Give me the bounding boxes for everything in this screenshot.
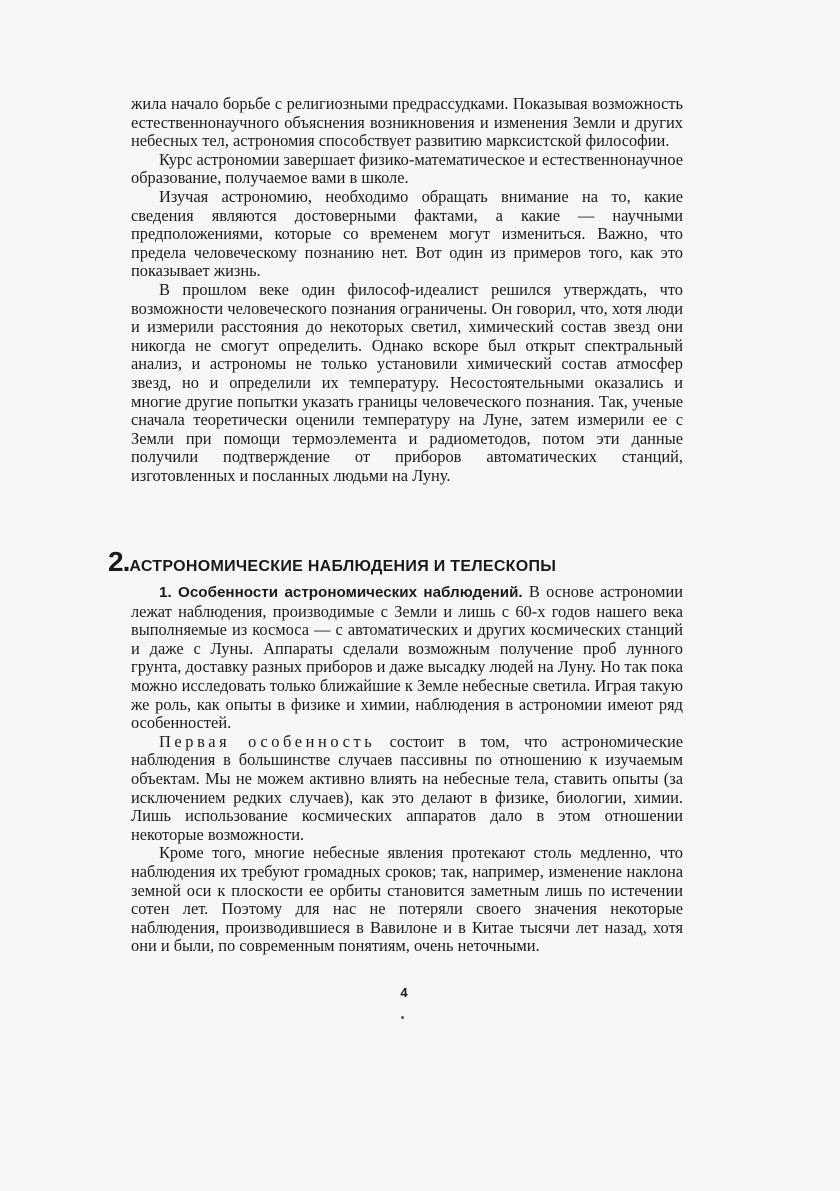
intro-paragraph-1: жила начало борьбе с религиозными предрассудками. Показывая возможность естественнонаучного объяснения возникновения и изменения Земли и других небесных тел, астрономия способствует развитию марксистской философии.: [131, 94, 683, 151]
section-text: [131, 583, 683, 956]
section-paragraph-2-text: состоит в том, что астрономические наблюдения в большинстве случаев пассивны по отношению к изучаемым объектам. Мы не можем активно влиять на небесные тела, ставить опыты (за исключением редких случаев), как это делают в физике, биологии, химии. Лишь использование космических аппаратов дало в этом отношении некоторые возможности.: [131, 731, 683, 844]
intro-text: [131, 95, 683, 485]
section-title: АСТРОНОМИЧЕСКИЕ НАБЛЮДЕНИЯ И ТЕЛЕСКОПЫ: [129, 558, 557, 575]
print-speck: [401, 1016, 404, 1019]
section-heading: [108, 546, 708, 576]
section-paragraph-2: [131, 733, 683, 845]
spaced-emphasis: Первая особенность: [159, 731, 376, 751]
section-paragraph-3: Кроме того, многие небесные явления протекают столь медленно, что наблюдения их требуют громадных сроков; так, например, изменение наклона земной оси к плоскости ее орбиты становится заметным лишь по истечении сотен лет. Поэтому для нас не потеряли своего значения некоторые наблюдения, производившиеся в Вавилоне и в Китае тысячи лет назад, хотя они и были, по современным понятиям, очень неточными.: [131, 843, 683, 956]
intro-paragraph-4: В прошлом веке один философ-идеалист решился утверждать, что возможности человеческого познания ограничены. Он говорил, что, хотя люди и измерили расстояния до некоторых светил, химический состав звезд они никогда не смогут определить. Однако вскоре был открыт спектральный анализ, и астрономы не только установили химический состав атмосфер звезд, но и определили их температуру. Несостоятельными оказались и многие другие попытки указать границы человеческого познания. Так, ученые сначала теоретически оценили температуру на Луне, затем измерили ее с Земли при помощи термоэлемента и радиометодов, потом эти данные получили подтверждение от приборов автоматических станций, изготовленных и посланных людьми на Луну.: [131, 279, 683, 485]
section-number: 2.: [108, 546, 130, 577]
intro-paragraph-2: Курс астрономии завершает физико-математическое и естественнонаучное образование, получаемое вами в школе.: [131, 149, 683, 188]
section-paragraph-1-text: В основе астрономии лежат наблюдения, производимые с Земли и лишь с 60-х годов нашего века выполняемые из космоса — с автоматических и других космических станций и даже с Луны. Аппараты сделали возможным получение проб лунного грунта, доставку разных приборов и даже высадку людей на Луну. Но так пока можно исследовать только ближайшие к Земле небесные светила. Играя такую же роль, как опыты в физике и химии, наблюдения в астрономии имеют ряд особенностей.: [131, 582, 683, 733]
intro-paragraph-3: Изучая астрономию, необходимо обращать внимание на то, какие сведения являются достоверными фактами, а какие — научными предположениями, которые со временем могут измениться. Важно, что предела человеческому познанию нет. Вот один из примеров того, как это показывает жизнь.: [131, 186, 683, 281]
section-paragraph-1: [131, 583, 683, 733]
subsection-title: 1. Особенности астрономических наблюдений.: [159, 584, 523, 601]
page-number: 4: [400, 985, 408, 1000]
